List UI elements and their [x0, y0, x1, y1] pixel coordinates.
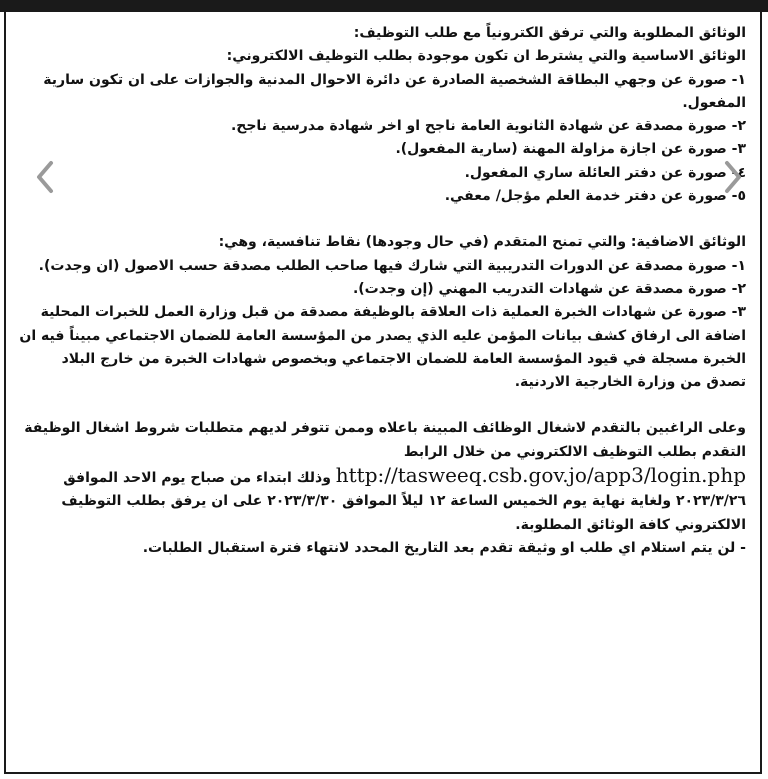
additional-item-2: ٢- صورة مصدقة عن شهادات التدريب المهني (إن وجدت).: [352, 280, 746, 297]
final-note: - لن يتم استلام اي طلب او وثيقة تقدم بعد التاريخ المحدد لانتهاء فترة استقبال الطلبات.: [142, 539, 746, 556]
heading-additional-documents: الوثائق الاضافية: والتي تمنح المتقدم (في حال وجودها) نقاط تنافسية، وهي:: [218, 234, 746, 251]
section-spacer: [18, 208, 746, 231]
basic-item-2: ٢- صورة مصدقة عن شهادة الثانوية العامة ناجح او اخر شهادة مدرسية ناجح.: [230, 118, 746, 135]
section-spacer: [18, 394, 746, 417]
closing-text-part1: وعلى الراغبين بالتقدم لاشغال الوظائف المبينة باعلاه وممن تتوفر لديهم متطلبات شروط اشغال الوظيفة التقدم بطلب التوظيف الالكتروني من خلال الرابط: [24, 420, 746, 460]
chevron-left-icon: [34, 160, 56, 194]
additional-item-1: ١- صورة مصدقة عن الدورات التدريبية التي شارك فيها صاحب الطلب مصدقة حسب الاصول (ان وجدت).: [38, 257, 746, 274]
closing-text-part2: وذلك ابتداء من صباح يوم الاحد الموافق ٢٠٢٣/٣/٢٦ ولغاية نهاية يوم الخميس الساعة ١٢ ليلاً الموافق ٢٠٢٣/٣/٣٠ على ان يرفق بطلب التوظيف الالكتروني كافة الوثائق المطلوبة.: [61, 470, 746, 533]
closing-paragraph: [18, 417, 746, 536]
additional-item-3: ٣- صورة عن شهادات الخبرة العملية ذات العلاقة بالوظيفة مصدقة من قبل وزارة العمل للخبرات المحلية اضافة الى ارفاق كشف بيانات المؤمن عليه الذي يصدر من المؤسسة العامة للضمان الاجتماعي مبيناً فيه ان الخبرة مسجلة في قيود المؤسسة العامة للضمان الاجتماعي وبخصوص شهادات الخبرة من خارج البلاد تصدق من وزارة الخارجية الاردنية.: [19, 304, 746, 391]
chevron-right-icon: [722, 160, 744, 194]
basic-item-4: ٤- صورة عن دفتر العائلة ساري المفعول.: [464, 164, 746, 181]
basic-item-1: ١- صورة عن وجهي البطاقة الشخصية الصادرة عن دائرة الاحوال المدنية والجوازات على ان تكون سارية المفعول.: [43, 71, 746, 111]
carousel-prev-button[interactable]: [28, 160, 62, 194]
application-link[interactable]: http://tasweeq.csb.gov.jo/app3/login.php: [335, 463, 746, 488]
basic-item-3: ٣- صورة عن اجازة مزاولة المهنة (سارية المفعول).: [395, 141, 746, 158]
heading-basic-documents: الوثائق الاساسية والتي يشترط ان تكون موجودة بطلب التوظيف الالكتروني:: [226, 48, 746, 65]
basic-item-5: ٥- صورة عن دفتر خدمة العلم مؤجل/ معفي.: [444, 188, 746, 205]
notice-body: [18, 22, 746, 560]
carousel-next-button[interactable]: [716, 160, 750, 194]
heading-required-documents: الوثائق المطلوبة والتي ترفق الكترونياً مع طلب التوظيف:: [353, 25, 746, 41]
